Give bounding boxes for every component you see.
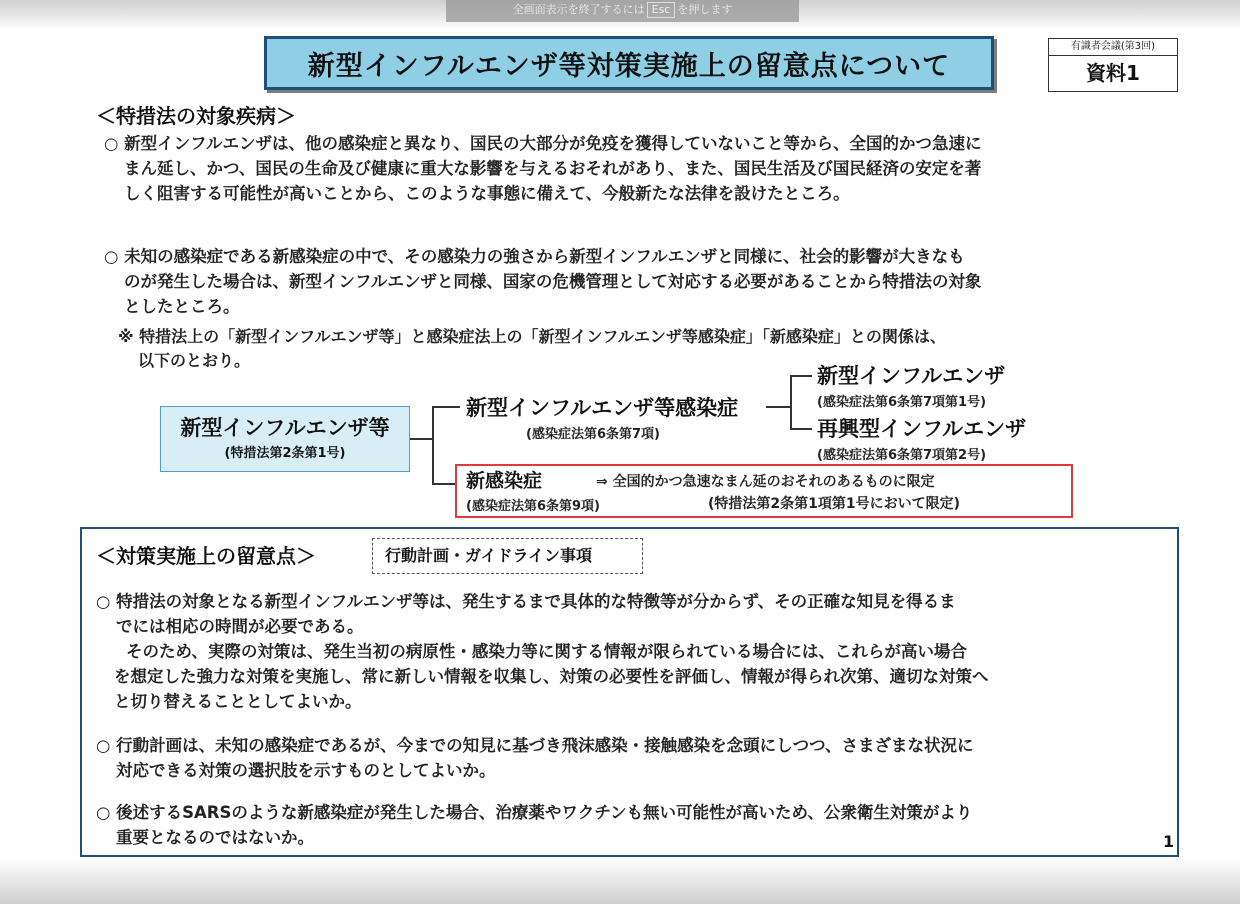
- s1-note-line1: ※ 特措法上の「新型インフルエンザ等」と感染症法上の「新型インフルエンザ等感染症」「新感染症」との関係は、: [118, 327, 946, 346]
- diagram-mid-title: 新型インフルエンザ等感染症: [466, 396, 739, 420]
- diagram-root-ref: (特措法第2条第1号): [224, 446, 346, 461]
- fullscreen-exit-banner: [446, 0, 799, 22]
- diagram-new-limit-ref: (特措法第2条第1項第1号において限定): [708, 496, 961, 512]
- guideline-tag: 行動計画・ガイドライン事項: [372, 538, 643, 574]
- diagram-root-title: 新型インフルエンザ等: [180, 416, 390, 440]
- connector-mid-vertical: [790, 375, 792, 429]
- esc-key: Esc: [647, 2, 676, 18]
- section1-heading: ＜特措法の対象疾病＞: [96, 104, 296, 128]
- s1-para1-line2: まん延し、かつ、国民の生命及び健康に重大な影響を与えるおそれがあり、また、国民生活及び国民経済の安定を著: [124, 159, 982, 178]
- s2-para1-line3: そのため、実際の対策は、発生当初の病原性・感染力等に関する情報が限られている場合には、これらが高い場合: [126, 642, 967, 661]
- banner-text-after: を押します: [677, 3, 733, 16]
- connector-to-new: [432, 483, 456, 485]
- diagram-new-arrow-text: ⇒ 全国的かつ急速なまん延のおそれのあるものに限定: [596, 474, 935, 490]
- s1-note-line2: 以下のとおり。: [138, 351, 251, 370]
- diagram-mid-ref: (感染症法第6条第7項): [526, 427, 660, 442]
- s2-para2-line1: ○ 行動計画は、未知の感染症であるが、今までの知見に基づき飛沫感染・接触感染を念頭にしつつ、さまざまな状況に: [96, 736, 974, 755]
- diagram-leaf2-ref: (感染症法第6条第7項第2号): [817, 448, 987, 463]
- connector-to-leaf1: [790, 375, 812, 377]
- banner-text-before: 全画面表示を終了するには: [512, 3, 645, 16]
- s2-para2-line2: 対応できる対策の選択肢を示すものとしてよいか。: [116, 761, 496, 780]
- diagram-new-ref: (感染症法第6条第9項): [466, 499, 600, 514]
- document-label: [1048, 38, 1178, 92]
- diagram-new-title: 新感染症: [466, 470, 543, 492]
- s1-para2-line2: のが発生した場合は、新型インフルエンザと同様、国家の危機管理として対応する必要があることから特措法の対象: [124, 272, 982, 291]
- connector-to-mid: [432, 406, 460, 408]
- s1-para2-line3: としたところ。: [124, 297, 240, 316]
- diagram-leaf1-title: 新型インフルエンザ: [817, 364, 1006, 388]
- s2-para3-line2: 重要となるのではないか。: [116, 828, 314, 847]
- slide-title: 新型インフルエンザ等対策実施上の留意点について: [264, 36, 994, 90]
- s1-para1-line1: ○ 新型インフルエンザは、他の感染症と異なり、国民の大部分が免疫を獲得していないこと等から、全国的かつ急速に: [104, 134, 982, 153]
- diagram-leaf1-ref: (感染症法第6条第7項第1号): [817, 395, 987, 410]
- connector-to-leaf2: [790, 428, 812, 430]
- section2-heading: ＜対策実施上の留意点＞: [96, 544, 316, 568]
- s2-para1-line2: でには相応の時間が必要である。: [116, 617, 364, 636]
- s2-para1-line4: を想定した強力な対策を実施し、常に新しい情報を収集し、対策の必要性を評価し、情報が得られ次第、適切な対策へ: [114, 667, 989, 686]
- connector-root-vertical: [432, 406, 434, 484]
- connector-mid: [766, 406, 790, 408]
- meeting-label: 有識者会議(第3回): [1049, 39, 1177, 56]
- diagram-leaf2-title: 再興型インフルエンザ: [817, 417, 1027, 441]
- bottom-shade: [0, 858, 1240, 904]
- s2-para1-line1: ○ 特措法の対象となる新型インフルエンザ等は、発生するまで具体的な特徴等が分からず、その正確な知見を得るま: [96, 592, 956, 611]
- s2-para3-line1: ○ 後述するSARSのような新感染症が発生した場合、治療薬やワクチンも無い可能性が高いため、公衆衛生対策がより: [96, 803, 973, 822]
- connector-root: [410, 438, 432, 440]
- s1-para2-line1: ○ 未知の感染症である新感染症の中で、その感染力の強さから新型インフルエンザと同様に、社会的影響が大きなも: [104, 247, 965, 266]
- diagram-root-box: [160, 406, 410, 472]
- page-number: 1: [1163, 832, 1175, 851]
- document-number: 資料1: [1086, 61, 1140, 85]
- s1-para1-line3: しく阻害する可能性が高いことから、このような事態に備えて、今般新たな法律を設けたところ。: [124, 184, 850, 203]
- s2-para1-line5: と切り替えることとしてよいか。: [114, 692, 362, 711]
